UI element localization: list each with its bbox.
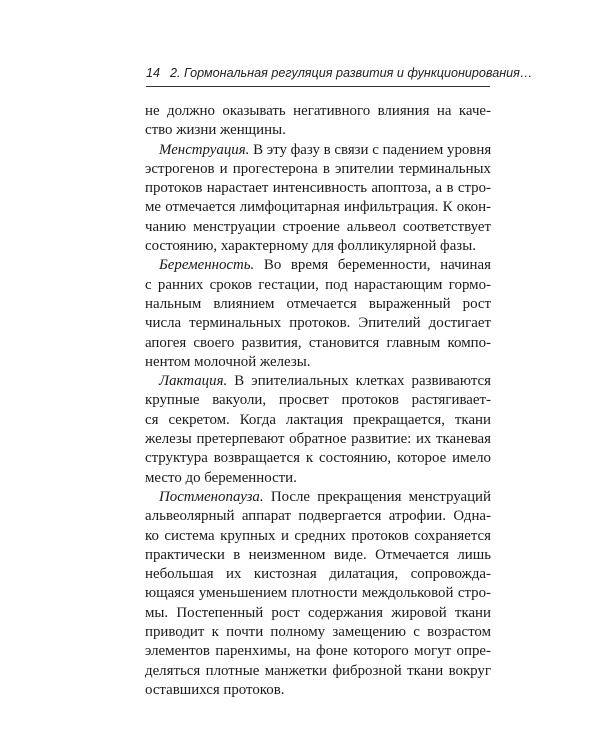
- text-line: нальным влиянием отмечается выраженный рост: [145, 295, 491, 312]
- text-line: состоянию, характерному для фолликулярной фазы.: [145, 238, 476, 255]
- paragraph-continuation: [145, 102, 491, 141]
- text-line: эстрогенов и прогестерона в эпителии терминальных: [145, 160, 491, 177]
- text-line: практически в неизменном виде. Отмечается лишь: [145, 546, 491, 563]
- text-line: место до беременности.: [145, 469, 297, 486]
- text-line: числа терминальных протоков. Эпителий достигает: [145, 315, 491, 332]
- body-text: [145, 102, 491, 700]
- text-line: железы претерпевают обратное развитие: их тканевая: [145, 431, 491, 448]
- text-line: [145, 372, 491, 391]
- text-fragment: В эпителиальных клетках развиваются: [227, 373, 491, 390]
- text-line: небольшая их кистозная дилатация, сопровожда-: [145, 566, 491, 583]
- text-line: оставшихся протоков.: [145, 681, 285, 698]
- text-line: чанию менструации строение альвеол соответствует: [145, 218, 491, 235]
- text-line: ющаяся уменьшением плотности междольковой стро-: [145, 585, 491, 602]
- text-line: [145, 141, 491, 160]
- text-line: не должно оказывать негативного влияния на каче-: [145, 103, 491, 119]
- page-number: 14: [146, 66, 161, 80]
- text-line: [145, 256, 491, 275]
- text-line: [145, 488, 491, 507]
- paragraph-pregnancy: [145, 256, 491, 372]
- text-line: протоков нарастает интенсивность апоптоза, а в стро-: [145, 180, 491, 197]
- text-line: приводит к почти полному замещению с возрастом: [145, 624, 491, 641]
- paragraph-menstruation: [145, 141, 491, 257]
- text-fragment: В эту фазу в связи с падением уровня: [249, 141, 492, 158]
- text-line: мы. Постепенный рост содержания жировой ткани: [145, 604, 491, 621]
- header-rule: [146, 86, 490, 87]
- paragraph-term: Менструация.: [159, 141, 250, 158]
- running-header: [146, 66, 533, 86]
- paragraph-postmenopause: [145, 488, 491, 700]
- text-fragment: После прекращения менструаций: [263, 488, 491, 505]
- text-line: с ранних сроков гестации, под нарастающим гормо-: [145, 276, 491, 293]
- text-line: элементов паренхимы, на фоне которого могут опре-: [145, 643, 491, 660]
- text-line: структура возвращается к состоянию, которое имело: [145, 450, 491, 467]
- text-line: ство жизни женщины.: [145, 122, 286, 139]
- text-fragment: Во время беременности, начиная: [254, 257, 491, 274]
- paragraph-term: Беременность.: [159, 257, 255, 274]
- text-line: деляться плотные манжетки фиброзной ткани вокруг: [145, 662, 491, 679]
- text-line: ме отмечается лимфоцитарная инфильтрация. К окон-: [145, 199, 491, 216]
- chapter-title: 2. Гормональная регуляция развития и функционирования…: [170, 66, 533, 80]
- paragraph-term: Постменопауза.: [159, 488, 264, 505]
- paragraph-term: Лактация.: [159, 373, 228, 390]
- text-line: ся секретом. Когда лактация прекращается, ткани: [145, 411, 491, 428]
- paragraph-lactation: [145, 372, 491, 488]
- text-line: ко система крупных и средних протоков сохраняется: [145, 527, 491, 544]
- text-line: нентом молочной железы.: [145, 353, 311, 370]
- text-line: альвеолярный аппарат подвергается атрофии. Одна-: [145, 508, 491, 525]
- text-line: крупные вакуоли, просвет протоков растягивает-: [145, 392, 491, 409]
- text-line: апогея своего развития, становится главным компо-: [145, 334, 491, 351]
